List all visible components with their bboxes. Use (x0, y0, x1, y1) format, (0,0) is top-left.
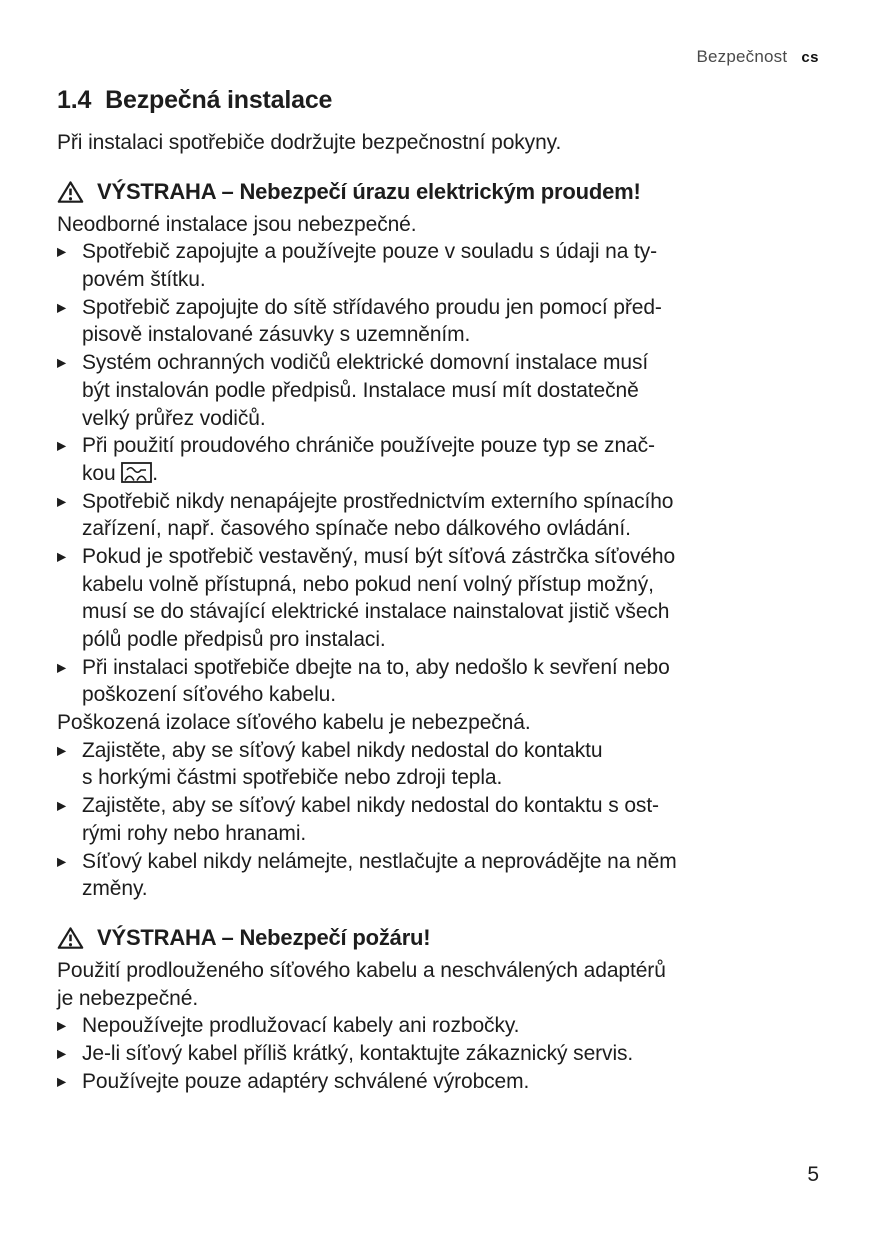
bullet-item (57, 238, 823, 293)
bullet-text (82, 432, 823, 487)
bullet-item (57, 1012, 823, 1040)
body-line: Spotřebič nikdy nenapájejte prostřednictvím externího spínacího (82, 489, 674, 513)
bullet-text (82, 1068, 823, 1096)
bullet-text (82, 737, 823, 792)
bullet-arrow-icon: ▶ (57, 355, 67, 370)
body-line: Používejte pouze adaptéry schválené výrobcem. (82, 1069, 530, 1093)
warning-heading-label: VÝSTRAHA – Nebezpečí úrazu elektrickým proudem! (97, 178, 641, 204)
section-title (57, 84, 823, 116)
bullet-arrow-icon: ▶ (57, 300, 67, 315)
body-line: Systém ochranných vodičů elektrické domovní instalace musí (82, 351, 649, 375)
bullet-item (57, 349, 823, 432)
body-line: Spotřebič zapojujte a používejte pouze v souladu s údaji na ty- (82, 240, 658, 264)
page-header (696, 47, 819, 67)
bullet-item (57, 488, 823, 543)
body-line: Poškozená izolace síťového kabelu je nebezpečná. (57, 711, 531, 735)
body-line: Neodborné instalace jsou nebezpečné. (57, 212, 417, 236)
bullet-arrow-icon: ▶ (57, 549, 67, 564)
page-number: 5 (807, 1163, 819, 1186)
bullet-arrow-icon: ▶ (57, 494, 67, 509)
paragraph (57, 211, 823, 239)
bullet-text (82, 654, 823, 709)
page-content (57, 84, 823, 1095)
body-line: Při instalaci spotřebiče dbejte na to, aby nedošlo k sevření nebo (82, 655, 670, 679)
bullet-arrow-icon: ▶ (57, 438, 67, 453)
rcd-type-symbol-icon (121, 462, 152, 485)
warning-heading (57, 178, 823, 206)
body-line: Síťový kabel nikdy nelámejte, nestlačujte a neprovádějte na něm (82, 849, 677, 873)
bullet-item (57, 737, 823, 792)
body-line: Při použití proudového chrániče používejte pouze typ se znač- (82, 434, 655, 458)
warning-triangle-icon (57, 926, 84, 950)
body-line: Použití prodlouženého síťového kabelu a neschválených adaptérů (57, 958, 666, 982)
body-line: být instalován podle předpisů. Instalace musí mít dostatečně (82, 378, 639, 402)
body-line: velký průřez vodičů. (82, 406, 266, 430)
paragraph (57, 957, 823, 1012)
bullet-item (57, 543, 823, 654)
warnings-container (57, 178, 823, 1096)
bullet-text (82, 792, 823, 847)
bullet-text (82, 238, 823, 293)
bullet-item (57, 654, 823, 709)
section-title-text: Bezpečná instalace (105, 86, 333, 114)
bullet-arrow-icon: ▶ (57, 798, 67, 813)
bullet-arrow-icon: ▶ (57, 660, 67, 675)
bullet-arrow-icon: ▶ (57, 244, 67, 259)
body-line: Nepoužívejte prodlužovací kabely ani rozbočky. (82, 1014, 520, 1038)
body-line: Zajistěte, aby se síťový kabel nikdy nedostal do kontaktu (82, 738, 603, 762)
warning-heading-label: VÝSTRAHA – Nebezpečí požáru! (97, 924, 431, 950)
body-line: zařízení, např. časového spínače nebo dálkového ovládání. (82, 517, 631, 541)
body-line: rými rohy nebo hranami. (82, 821, 307, 845)
bullet-arrow-icon: ▶ (57, 743, 67, 758)
body-line: Spotřebič zapojujte do sítě střídavého proudu jen pomocí před- (82, 295, 662, 319)
bullet-text (82, 1040, 823, 1068)
body-line: Pokud je spotřebič vestavěný, musí být síťová zástrčka síťového (82, 544, 676, 568)
bullet-item (57, 1040, 823, 1068)
bullet-arrow-icon: ▶ (57, 1018, 67, 1033)
bullet-arrow-icon: ▶ (57, 854, 67, 868)
bullet-arrow-icon: ▶ (57, 1046, 67, 1061)
bullet-item (57, 1068, 823, 1096)
body-line: kou . (82, 461, 159, 485)
body-line: změny. (82, 877, 148, 901)
paragraph (57, 709, 823, 737)
section-number: 1.4 (57, 86, 92, 114)
body-line: s horkými částmi spotřebiče nebo zdroji tepla. (82, 766, 503, 790)
body-line: poškození síťového kabelu. (82, 683, 336, 707)
body-line: musí se do stávající elektrické instalace nainstalovat jistič všech (82, 600, 670, 624)
bullet-item (57, 432, 823, 487)
body-line: pólů podle předpisů pro instalaci. (82, 628, 386, 651)
intro-paragraph: Při instalaci spotřebiče dodržujte bezpečnostní pokyny. (57, 131, 562, 154)
bullet-text (82, 294, 823, 349)
header-section-title: Bezpečnost (696, 47, 788, 66)
body-line: Zajistěte, aby se síťový kabel nikdy nedostal do kontaktu s ost- (82, 794, 659, 818)
bullet-arrow-icon: ▶ (57, 1074, 67, 1089)
bullet-text (82, 1012, 823, 1040)
warning-heading (57, 924, 823, 952)
bullet-text (82, 543, 823, 654)
bullet-text (82, 848, 823, 903)
body-line: je nebezpečné. (57, 986, 199, 1010)
bullet-item (57, 792, 823, 847)
body-line: povém štítku. (82, 268, 206, 292)
bullet-item (57, 848, 823, 903)
bullet-item (57, 294, 823, 349)
body-line: kabelu volně přístupná, nebo pokud není volný přístup možný, (82, 572, 654, 596)
bullet-text (82, 349, 823, 432)
header-language-code: cs (801, 49, 819, 66)
body-line: Je-li síťový kabel příliš krátký, kontaktujte zákaznický servis. (82, 1041, 634, 1065)
bullet-text (82, 488, 823, 543)
warning-triangle-icon (57, 180, 84, 204)
body-line: pisově instalované zásuvky s uzemněním. (82, 323, 471, 347)
